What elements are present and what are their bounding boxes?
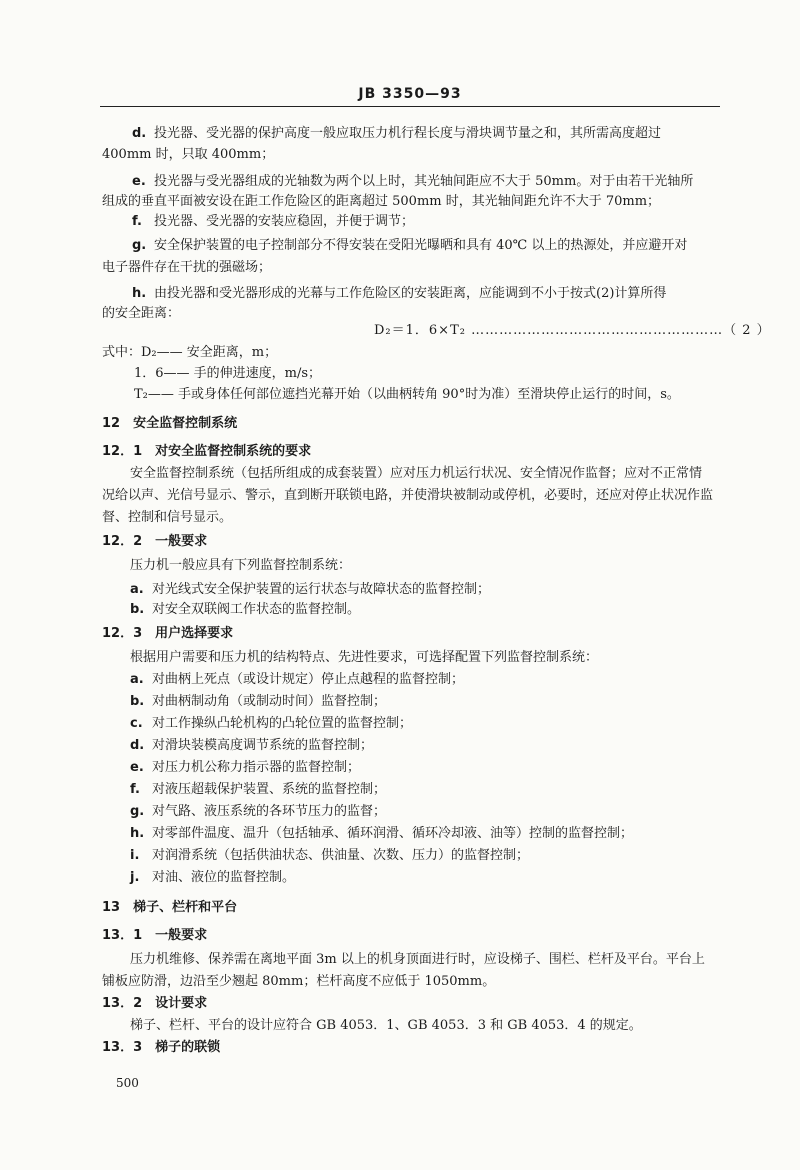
where-line: T₂—— 手或身体任何部位遮挡光幕开始（以曲柄转角 90°时为准）至滑块停止运行的时间，s。 [134,387,680,402]
item-label: b. [130,602,145,617]
item-label: h. [132,286,147,301]
list-item [130,600,360,620]
item-label: f. [130,782,140,797]
list-item [130,780,386,800]
paragraph-line: 况给以声、光信号显示、警示，直到断开联锁电路，并使滑块被制动或停机，必要时，还应对停止状况作监 [102,488,714,503]
list-item [130,846,529,866]
item-text: 对油、液位的监督控制。 [152,870,296,885]
item-text: 对零部件温度、温升（包括轴承、循环润滑、循环冷却液、油等）控制的监督控制； [152,826,634,841]
section-13-2-heading: 13．2 设计要求 [102,996,208,1011]
paragraph-line: 根据用户需要和压力机的结构特点、先进性要求，可选择配置下列监督控制系统： [130,650,599,665]
list-item [130,670,464,690]
item-text: 对曲柄制动角（或制动时间）监督控制； [152,694,387,709]
item-label: j. [130,870,140,885]
item-label: d. [132,126,147,141]
item-text: 对液压超载保护装置、系统的监督控制； [152,782,387,797]
item-text: 对压力机公称力指示器的监督控制； [152,760,361,775]
item-text: 对安全双联阀工作状态的监督控制。 [152,602,361,617]
where-line: 式中：D₂—— 安全距离，m； [102,345,278,360]
section-13-3-heading: 13．3 梯子的联锁 [102,1040,221,1055]
section-12-2-heading: 12．2 一般要求 [102,534,208,549]
item-text: 投光器与受光器组成的光轴数为两个以上时，其光轴间距应不大于 50mm。对于由若干光轴所 [154,174,694,189]
item-text: 对工作操纵凸轮机构的凸轮位置的监督控制； [152,716,413,731]
paragraph-line: 压力机维修、保养需在离地平面 3m 以上的机身顶面进行时，应设梯子、围栏、栏杆及平台。平台上 [130,952,705,967]
item-e [132,172,693,192]
item-text: 对润滑系统（包括供油状态、供油量、次数、压力）的监督控制； [152,848,530,863]
section-13-heading: 13 梯子、栏杆和平台 [102,900,238,915]
list-item [130,714,412,734]
item-d [132,124,661,144]
item-label: i. [130,848,140,863]
item-label: h. [130,826,145,841]
list-item [130,802,386,822]
item-text: 对滑块装模高度调节系统的监督控制； [152,738,374,753]
formula-2: D₂＝1．6×T₂ ………………………………………………（ 2 ） [374,323,771,338]
item-label: c. [130,716,143,731]
item-g [132,236,687,256]
item-text: 对曲柄上死点（或设计规定）停止点越程的监督控制； [152,672,465,687]
standard-number-header: JB 3350—93 [358,86,462,102]
list-item [130,580,490,600]
section-12-3-heading: 12．3 用户选择要求 [102,626,234,641]
list-item [130,692,386,712]
item-text: 由投光器和受光器形成的光幕与工作危险区的安装距离，应能调到不小于按式(2)计算所得 [154,286,667,301]
text-line: 电子器件存在干扰的强磁场； [102,260,272,275]
text-line: 组成的垂直平面被安设在距工作危险区的距离超过 500mm 时，其光轴间距允许不大于 70mm； [102,194,661,209]
item-label: e. [132,174,146,189]
list-item [130,736,373,756]
item-h [132,284,666,304]
section-12-1-heading: 12．1 对安全监督控制系统的要求 [102,444,312,459]
item-label: g. [130,804,145,819]
list-item [130,824,633,844]
where-line: 1．6—— 手的伸进速度，m/s； [134,366,322,381]
item-text: 安全保护装置的电子控制部分不得安装在受阳光曝晒和具有 40℃ 以上的热源处，并应避开对 [154,238,688,253]
text-line: 400mm 时，只取 400mm； [102,147,275,162]
item-label: a. [130,582,144,597]
list-item [130,758,360,778]
item-text: 对气路、液压系统的各环节压力的监督； [152,804,387,819]
item-label: f. [132,214,142,229]
list-item [130,868,295,888]
paragraph-line: 督、控制和信号显示。 [102,510,233,525]
header-rule [100,106,720,107]
item-text: 对光线式安全保护装置的运行状态与故障状态的监督控制； [152,582,491,597]
item-text: 投光器、受光器的安装应稳固，并便于调节； [154,214,415,229]
item-f [132,212,414,232]
paragraph-line: 安全监督控制系统（包括所组成的成套装置）应对压力机运行状况、安全情况作监督；应对不正常情 [130,466,703,481]
item-text: 投光器、受光器的保护高度一般应取压力机行程长度与滑块调节量之和，其所需高度超过 [154,126,662,141]
item-label: e. [130,760,144,775]
paragraph-line: 铺板应防滑，边沿至少翘起 80mm；栏杆高度不应低于 1050mm。 [102,974,496,989]
paragraph-line: 压力机一般应具有下列监督控制系统： [130,558,352,573]
page-number: 500 [116,1076,139,1090]
item-label: d. [130,738,145,753]
section-12-heading: 12 安全监督控制系统 [102,416,238,431]
section-13-1-heading: 13．1 一般要求 [102,928,208,943]
item-label: b. [130,694,145,709]
text-line: 的安全距离： [102,306,181,321]
paragraph-line: 梯子、栏杆、平台的设计应符合 GB 4053．1、GB 4053．3 和 GB 4053．4 的规定。 [130,1018,642,1033]
item-label: g. [132,238,147,253]
item-label: a. [130,672,144,687]
